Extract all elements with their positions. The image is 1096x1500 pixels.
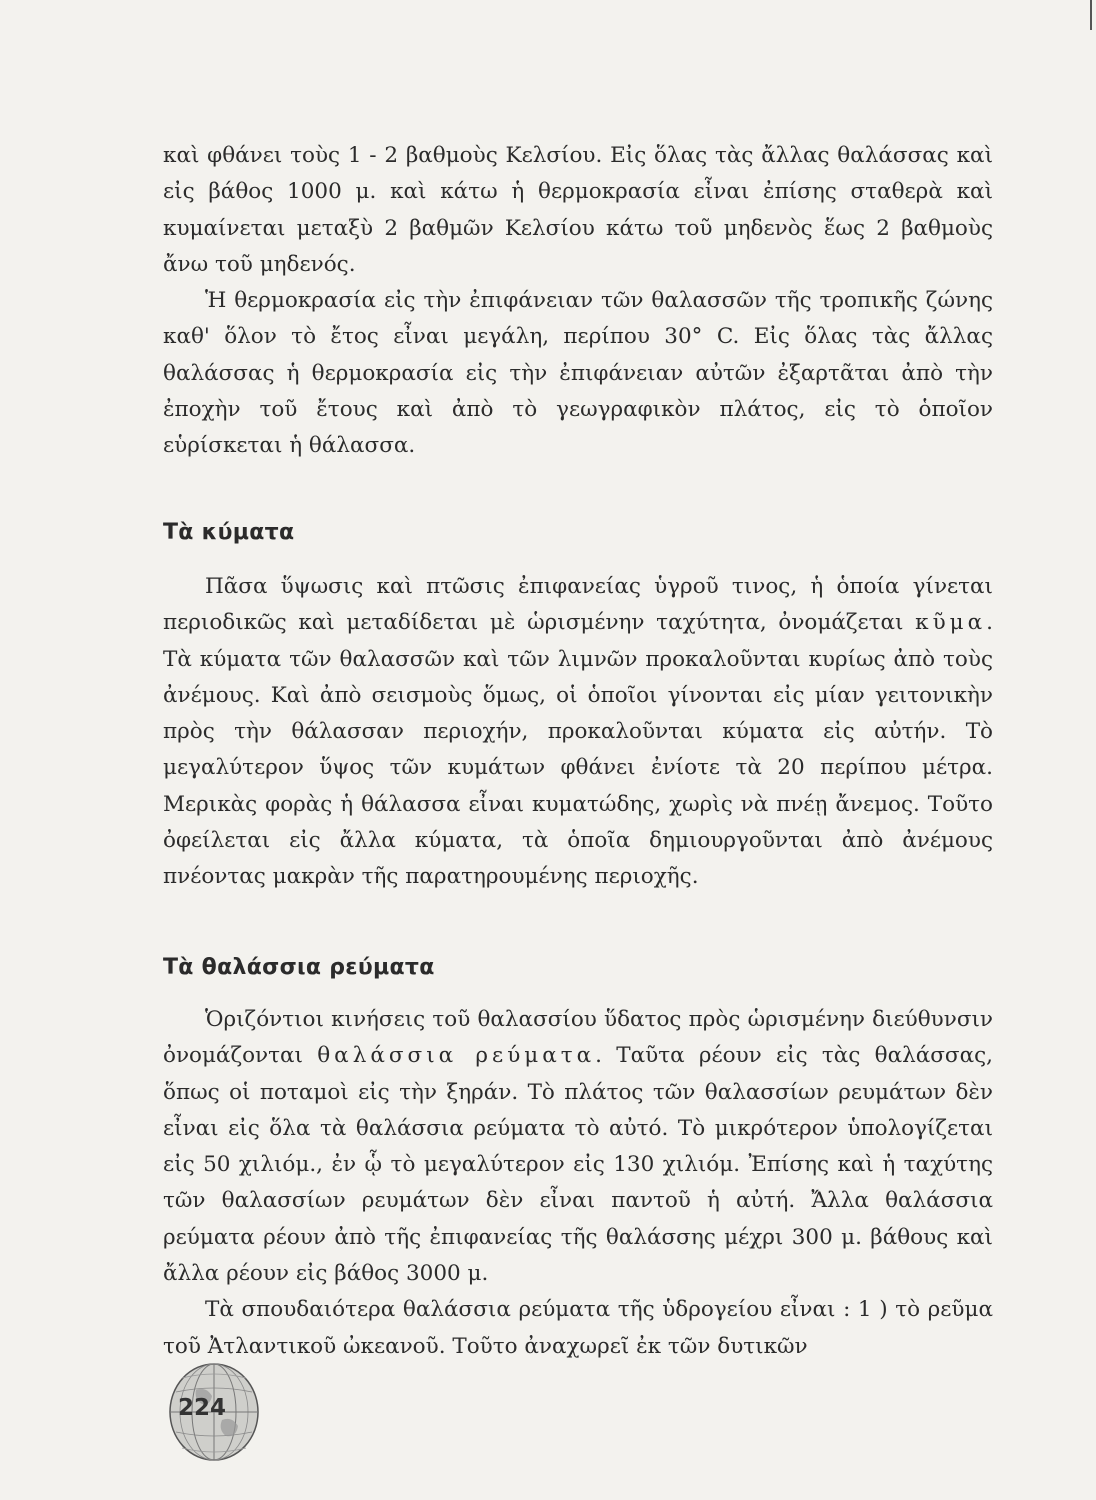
temperature-paragraph: Ἡ θερμοκρασία εἰς τὴν ἐπιφάνειαν τῶν θαλασσῶν τῆς τροπικῆς ζώνης καθ' ὅλον τὸ ἔτος εἶναι μεγάλη, περίπου 30° C. Εἰς ὅλας τὰς ἄλλας θαλάσσας ἡ θερμοκρασία εἰς τὴν ἐπιφάνειαν αὐτῶν ἐξαρτᾶται ἀπὸ τὴν ἐποχὴν τοῦ ἔτους καὶ ἀπὸ τὸ γεωγραφικὸν πλάτος, εἰς τὸ ὁποῖον εὑρίσκεται ἡ θάλασσα. xyxy=(163,288,993,459)
waves-block xyxy=(163,569,993,896)
waves-heading: Τὰ κύματα xyxy=(163,520,295,545)
waves-text-before: Πᾶσα ὕψωσις καὶ πτῶσις ἐπιφανείας ὑγροῦ τινος, ἡ ὁποία γίνεται περιοδικῶς καὶ μεταδίδεται μὲ ὡρισμένην ταχύτητα, ὀνομάζεται xyxy=(163,574,993,636)
currents-paragraph xyxy=(163,1002,993,1292)
page-number: 224 xyxy=(178,1395,227,1421)
important-currents-paragraph: Τὰ σπουδαιότερα θαλάσσια ρεύματα τῆς ὑδρογείου εἶναι : 1 ) τὸ ρεῦμα τοῦ Ἀτλαντικοῦ ὠκεανοῦ. Τοῦτο ἀναχωρεῖ ἐκ τῶν δυτικῶν xyxy=(163,1297,993,1359)
currents-block xyxy=(163,1002,993,1365)
currents-heading: Τὰ θαλάσσια ρεύματα xyxy=(163,955,435,980)
waves-term: κῦμα xyxy=(915,610,987,636)
currents-term: θαλάσσια ρεύματα xyxy=(317,1043,596,1069)
waves-paragraph xyxy=(163,569,993,896)
waves-text-after: . Τὰ κύματα τῶν θαλασσῶν καὶ τῶν λιμνῶν προκαλοῦνται κυρίως ἀπὸ τοὺς ἀνέμους. Καὶ ἀπὸ σεισμοὺς ὅμως, οἱ ὁποῖοι γίνονται εἰς μίαν γειτονικὴν πρὸς τὴν θάλασσαν περιοχήν, προκαλοῦνται κύματα εἰς αὐτήν. Τὸ μεγαλύτερον ὕψος τῶν κυμάτων φθάνει ἐνίοτε τὰ 20 περίπου μέτρα. Μερικὰς φορὰς ἡ θάλασσα εἶναι κυματώδης, χωρὶς νὰ πνέῃ ἄνεμος. Τοῦτο ὀφείλεται εἰς ἄλλα κύματα, τὰ ὁποῖα δημιουργοῦνται ἀπὸ ἀνέμους πνέοντας μακρὰν τῆς παρατηρουμένης περιοχῆς. xyxy=(163,610,993,890)
currents-text-before: Ὁριζόντιοι κινήσεις τοῦ θαλασσίου ὕδατος πρὸς ὡρισμένην διεύθυνσιν ὀνομάζονται xyxy=(163,1007,993,1069)
currents-text-after: . Ταῦτα ρέουν εἰς τὰς θαλάσσας, ὅπως οἱ ποταμοὶ εἰς τὴν ξηράν. Τὸ πλάτος τῶν θαλασσίων ρευμάτων δὲν εἶναι εἰς ὅλα τὰ θαλάσσια ρεύματα τὸ αὐτό. Τὸ μικρότερον ὑπολογίζεται εἰς 50 χιλιόμ., ἐν ᾧ τὸ μεγαλύτερον εἰς 130 χιλιόμ. Ἐπίσης καὶ ἡ ταχύτης τῶν θαλασσίων ρευμάτων δὲν εἶναι παντοῦ ἡ αὐτή. Ἄλλα θαλάσσια ρεύματα ρέουν ἀπὸ τῆς ἐπιφανείας τῆς θαλάσσης μέχρι 300 μ. βάθους καὶ ἄλλα ρέουν εἰς βάθος 3000 μ. xyxy=(163,1043,993,1287)
intro-paragraph: καὶ φθάνει τοὺς 1 - 2 βαθμοὺς Κελσίου. Εἰς ὅλας τὰς ἄλλας θαλάσσας καὶ εἰς βάθος 1000 μ. καὶ κάτω ἡ θερμοκρασία εἶναι ἐπίσης σταθερὰ καὶ κυμαίνεται μεταξὺ 2 βαθμῶν Κελσίου κάτω τοῦ μηδενὸς ἕως 2 βαθμοὺς ἄνω τοῦ μηδενός. xyxy=(163,143,993,277)
page-edge-line xyxy=(1090,0,1092,30)
intro-block xyxy=(163,138,993,465)
